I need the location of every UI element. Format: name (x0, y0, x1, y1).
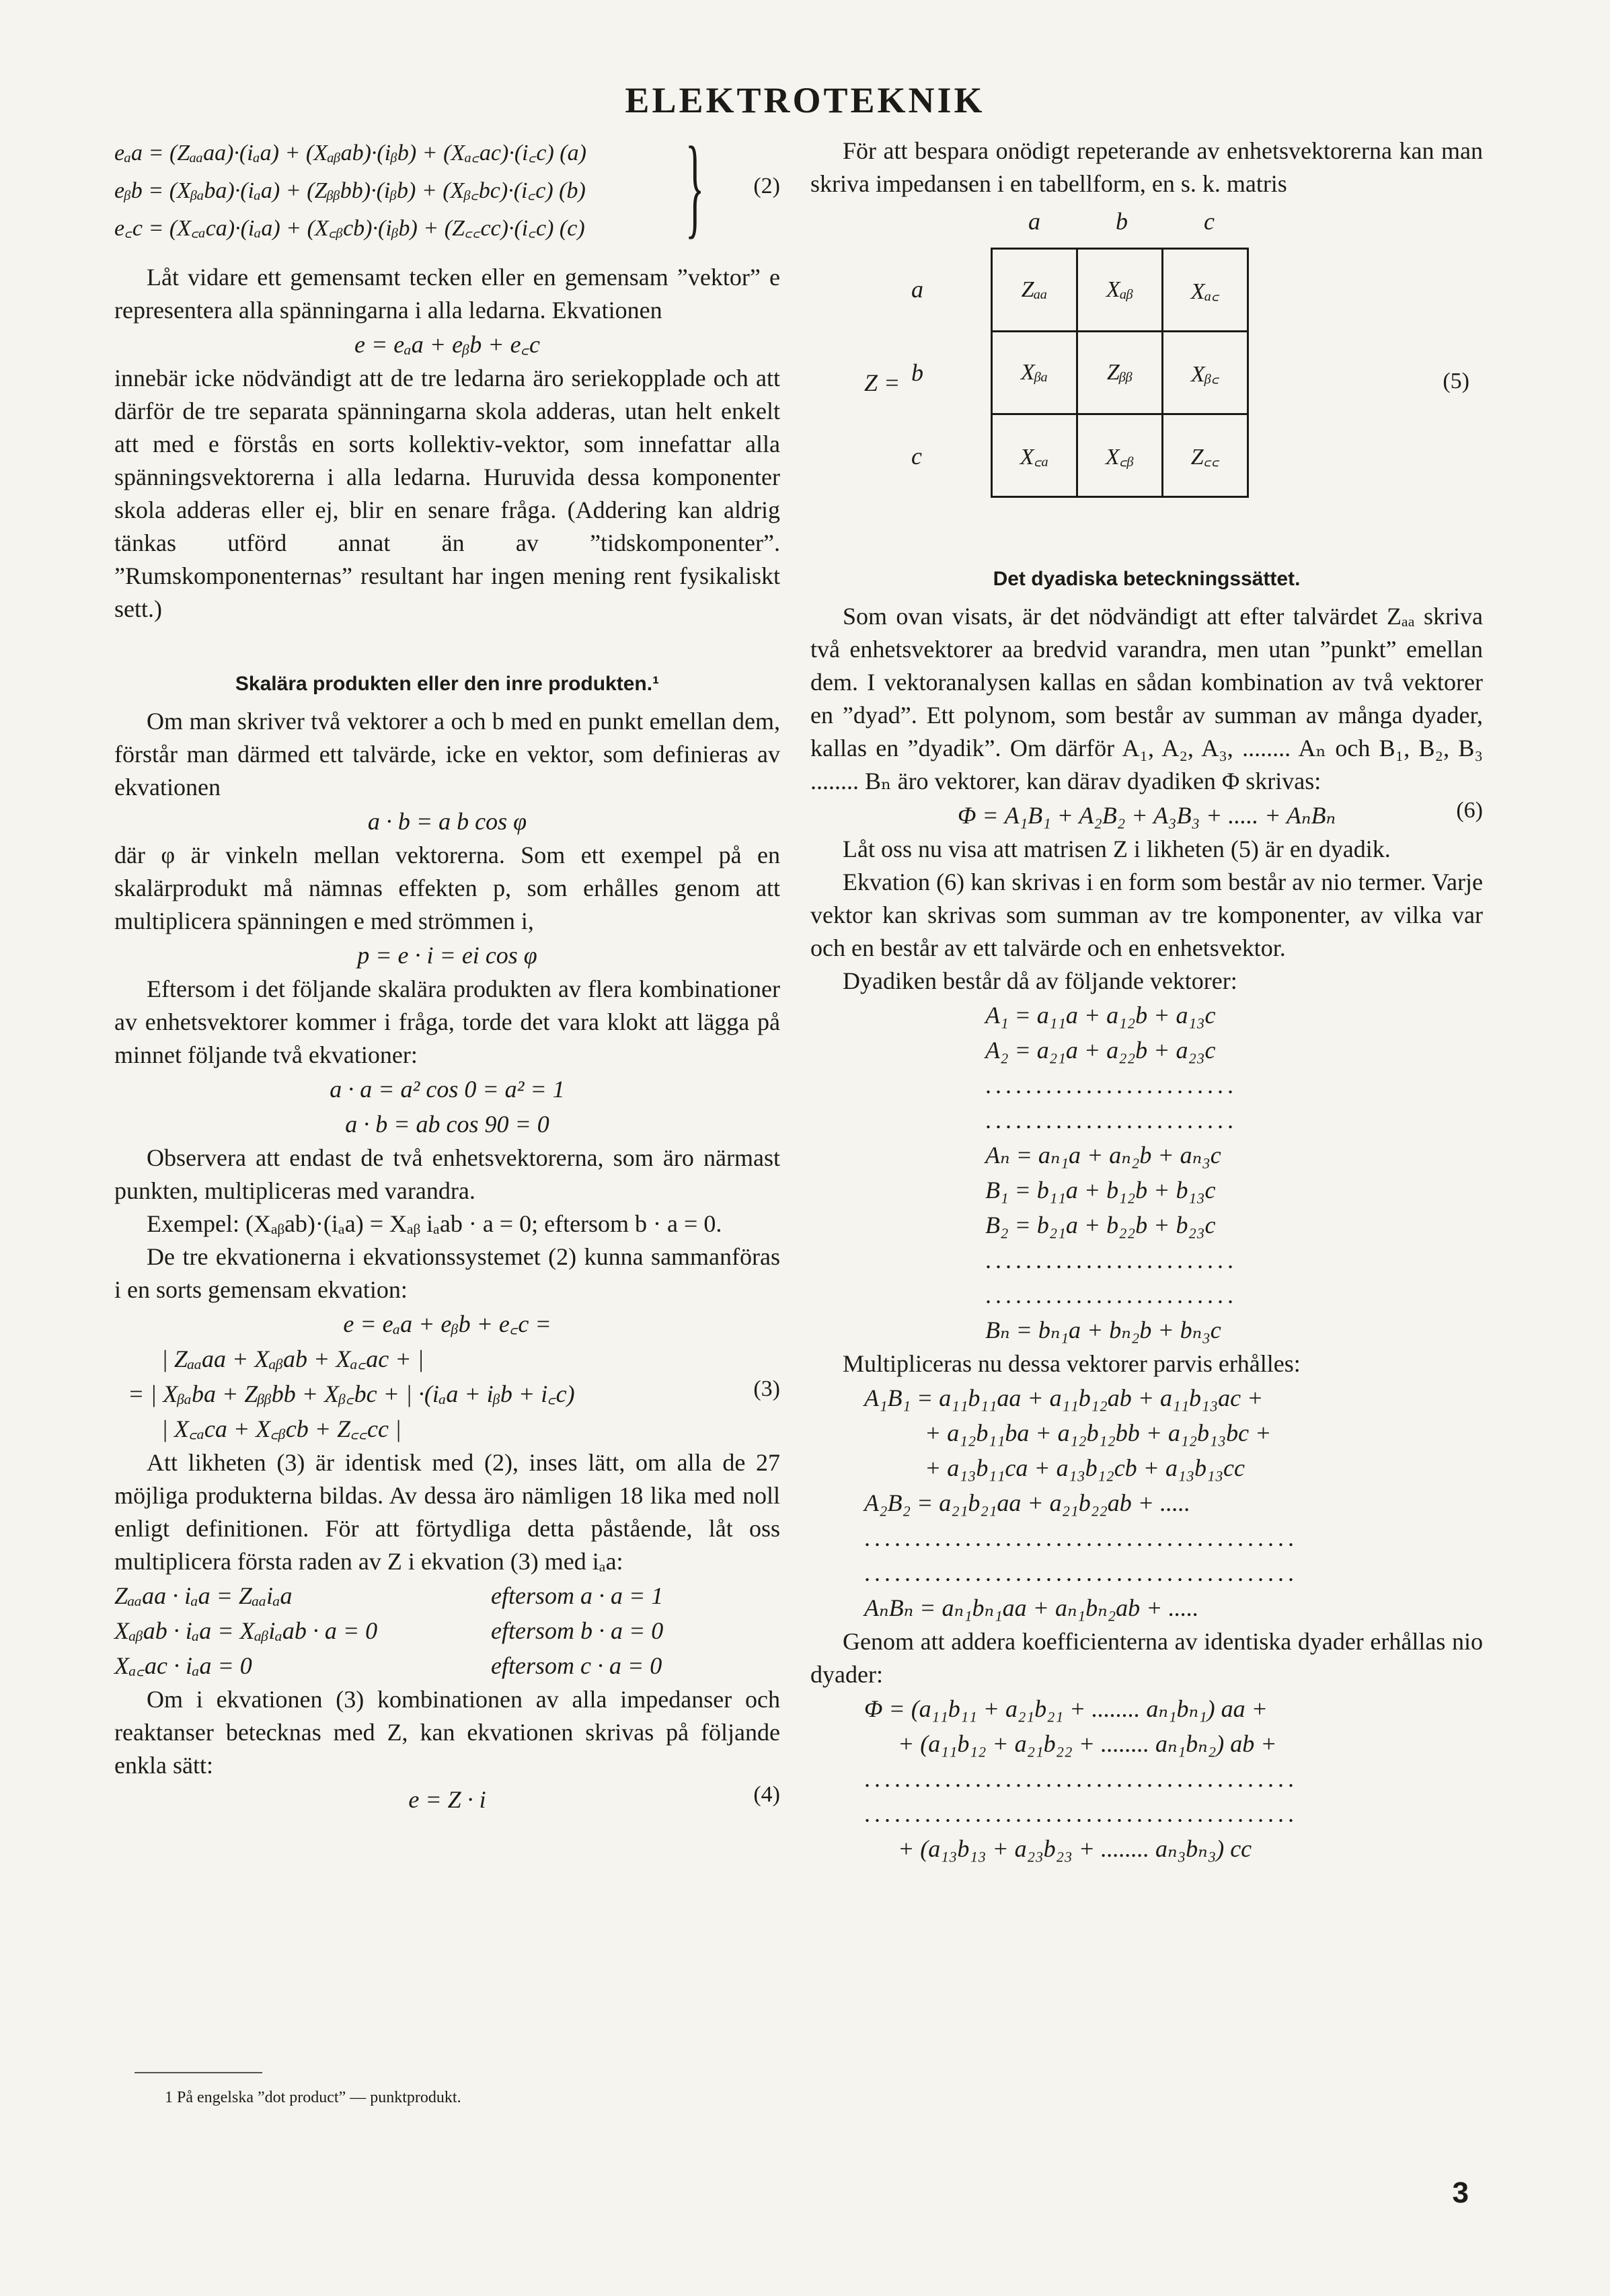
matrix-5 (810, 207, 1483, 544)
matrix-cell: Xᵦ꜀ (1163, 332, 1248, 414)
vector-line: ......................... (985, 1282, 1237, 1308)
vector-line: ......................... (985, 1072, 1237, 1099)
equation-number-5: (5) (1443, 369, 1469, 394)
paragraph: Dyadiken består då av följande vektorer: (843, 967, 1237, 994)
matrix-cell: Z꜀꜀ (1163, 414, 1248, 497)
equation-aa: a · a = a² cos 0 = a² = 1 (330, 1076, 565, 1103)
paragraph: Exempel: (Xₐᵦab)·(iₐa) = Xₐᵦ iₐab · a = 0; eftersom b · a = 0. (147, 1210, 722, 1237)
paragraph: Om i ekvationen (3) kombinationen av alla impedanser och reaktanser betecknas med Z, kan ekvationen skrivas på följande enkla sätt: (114, 1686, 780, 1779)
page-header: ELEKTROTEKNIK (625, 80, 985, 120)
dyad-list (810, 1380, 1483, 1625)
dyad-line: + a₁₂b₁₁ba + a₁₂b₁₂bb + a₁₂b₁₃bc + (925, 1419, 1272, 1446)
paragraph: Låt oss nu visa att matrisen Z i likheten (5) är en dyadik. (843, 836, 1391, 862)
matrix-col-head: b (1116, 208, 1128, 235)
footnote: 1 På engelska ”dot product” — punktprodukt. (165, 2089, 461, 2106)
equation-power: p = e · i = ei cos φ (357, 942, 537, 969)
matrix-cell: X꜀ₐ (992, 414, 1077, 497)
paragraph: Multipliceras nu dessa vektorer parvis erhålles: (843, 1350, 1301, 1377)
equation-3-top: e = eₐa + eᵦb + e꜀c = (343, 1310, 551, 1337)
vector-line: B₁ = b₁₁a + b₁₂b + b₁₃c (985, 1177, 1216, 1203)
dyad-line: + a₁₃b₁₁ca + a₁₃b₁₂cb + a₁₃b₁₃cc (925, 1454, 1245, 1481)
vector-line: Bₙ = bₙ₁a + bₙ₂b + bₙ₃c (985, 1317, 1221, 1343)
vector-line: ......................... (985, 1107, 1237, 1134)
paragraph: För att bespara onödigt repeterande av enhetsvektorerna kan man skriva impedansen i en tabellform, en s. k. matris (810, 137, 1483, 197)
equation-number-6: (6) (1456, 798, 1483, 823)
matrix-cell: Xᵦₐ (992, 332, 1077, 414)
equation-number-2: (2) (753, 174, 780, 198)
vector-line: A₂ = a₂₁a + a₂₂b + a₂₃c (985, 1037, 1216, 1064)
vector-line: A₁ = a₁₁a + a₁₂b + a₁₃c (985, 1002, 1216, 1029)
equation-6-text: Φ = A₁B₁ + A₂B₂ + A₃B₃ + ..... + AₙBₙ (957, 802, 1336, 829)
mult-row-2: Xₐᵦab · iₐa = Xₐᵦiₐab · a = 0 eftersom b · a = 0 (114, 1617, 664, 1644)
equation-ab: a · b = ab cos 90 = 0 (345, 1111, 549, 1138)
paragraph: innebär icke nödvändigt att de tre ledarna äro seriekopplade och att därför de tre separata spänningarna skola adderas, utan helt enkelt att med e förstås en sorts kollektiv-vektor, som innefattar alla spänningsvektorerna i alla ledarna. Huruvida dessa komponenter skola adderas eller ej, blir en senare fråga. (Addering kan aldrig tänkas utförd annat än av ”tidskomponenter”. ”Rumskomponenternas” resultant har ingen mening rent fysikaliskt sett.) (114, 365, 780, 622)
phi-line: ........................................... (864, 1765, 1298, 1792)
matrix-label: Z = (864, 369, 900, 396)
equation-number-3: (3) (753, 1376, 780, 1401)
dyad-line: ........................................... (864, 1559, 1298, 1586)
vector-line: Aₙ = aₙ₁a + aₙ₂b + aₙ₃c (985, 1142, 1221, 1169)
section-heading: Skalära produkten eller den inre produkten.¹ (235, 673, 660, 695)
paragraph: Låt vidare ett gemensamt tecken eller en gemensam ”vektor” e representera alla spänningarna i alla ledarna. Ekvationen (114, 264, 780, 324)
vector-line: ......................... (985, 1247, 1237, 1273)
equation-4-text: e = Z · i (408, 1786, 486, 1813)
matrix-column-heads (991, 207, 1260, 235)
paragraph: där φ är vinkeln mellan vektorerna. Som ett exempel på en skalärprodukt må nämnas effekten p, som erhålles genom att multiplicera spänningen e med strömmen i, (114, 842, 780, 934)
paragraph: Som ovan visats, är det nödvändigt att efter talvärdet Zₐₐ skriva två enhetsvektorer aa bredvid varandra, men utan ”punkt” emellan dem. I vektoranalysen kallas en sådan kombination av två vektorer en ”dyad”. Ett polynom, som består av summan av många dyader, kallas en ”dyadik”. Om därför A₁, A₂, A₃, ........ Aₙ och B₁, B₂, B₃ ........ Bₙ äro vektorer, kan därav dyadiken Φ skrivas: (810, 603, 1483, 794)
mult-row-1: Zₐₐaa · iₐa = Zₐₐiₐa eftersom a · a = 1 (114, 1582, 664, 1609)
equation-3 (114, 1306, 780, 1446)
phi-line: ........................................... (864, 1800, 1298, 1827)
paragraph: Om man skriver två vektorer a och b med en punkt emellan dem, förstår man därmed ett talvärde, icke en vektor, som definieras av ekvationen (114, 708, 780, 801)
dyad-line: A₂B₂ = a₂₁b₂₁aa + a₂₁b₂₂ab + ..... (864, 1489, 1191, 1516)
dyad-line: ........................................... (864, 1524, 1298, 1551)
paragraph: Eftersom i det följande skalära produkten av flera kombinationer av enhetsvektorer kommer i fråga, torde det vara klokt att lägga på minnet följande två ekvationer: (114, 975, 780, 1068)
equation-e: e = eₐa + eᵦb + e꜀c (354, 331, 540, 358)
paragraph: Ekvation (6) kan skrivas i en form som består av nio termer. Varje vektor kan skrivas som summan av tre komponenter, av vilka var och en består av ett talvärde och en enhetsvektor. (810, 868, 1483, 961)
equation-2c: e꜀c = (X꜀ₐca)·(iₐa) + (X꜀ᵦcb)·(iᵦb) + (Z꜀꜀cc)·(i꜀c) (c) (114, 216, 585, 241)
phi-line: + (a₁₁b₁₂ + a₂₁b₂₂ + ........ aₙ₁bₙ₂) ab + (898, 1730, 1277, 1757)
page-number: 3 (1452, 2176, 1469, 2209)
curly-brace: } (685, 124, 705, 249)
vector-list (810, 998, 1483, 1347)
matrix-row-label: b (911, 359, 923, 386)
equation-system-2 (114, 124, 780, 249)
matrix-row-label: a (911, 276, 923, 303)
paragraph: Observera att endast de två enhetsvektorerna, som äro närmast punkten, multipliceras med varandra. (114, 1144, 780, 1204)
phi-line: Φ = (a₁₁b₁₁ + a₂₁b₂₁ + ........ aₙ₁bₙ₁) aa + (864, 1695, 1268, 1722)
matrix-cell: Zᵦᵦ (1077, 332, 1163, 414)
matrix-cell: Xₐ꜀ (1163, 249, 1248, 332)
matrix-cell: Xₐᵦ (1077, 249, 1163, 332)
paragraph: Genom att addera koefficienterna av identiska dyader erhållas nio dyader: (810, 1628, 1483, 1688)
equation-6 (810, 798, 1483, 833)
matrix-cell: X꜀ᵦ (1077, 414, 1163, 497)
paragraph: De tre ekvationerna i ekvationssystemet (2) kunna sammanföras i en sorts gemensam ekvation: (114, 1243, 780, 1303)
equation-dot-product: a · b = a b cos φ (367, 808, 527, 835)
equation-3-row3: | X꜀ₐca + X꜀ᵦcb + Z꜀꜀cc | (161, 1415, 401, 1442)
matrix-table (991, 248, 1249, 498)
right-column (810, 135, 1483, 1866)
matrix-row-label: c (911, 443, 922, 470)
phi-line: + (a₁₃b₁₃ + a₂₃b₂₃ + ........ aₙ₃bₙ₃) cc (898, 1835, 1252, 1862)
paragraph: Att likheten (3) är identisk med (2), inses lätt, om alla de 27 möjliga produkterna bildas. Av dessa äro nämligen 18 lika med noll enligt definitionen. För att förtydliga detta påstående, låt oss multiplicera första raden av Z i ekvation (3) med iₐa: (114, 1449, 780, 1575)
equation-2a: eₐa = (Zₐₐaa)·(iₐa) + (Xₐᵦab)·(iᵦb) + (Xₐ꜀ac)·(i꜀c) (a) (114, 141, 586, 165)
equation-number-4: (4) (753, 1782, 780, 1807)
left-column (114, 124, 780, 1817)
equation-2b: eᵦb = (Xᵦₐba)·(iₐa) + (Zᵦᵦbb)·(iᵦb) + (Xᵦ꜀bc)·(i꜀c) (b) (114, 178, 586, 203)
equation-3-row1: | Zₐₐaa + Xₐᵦab + Xₐ꜀ac + | (161, 1345, 424, 1372)
equation-4 (114, 1782, 780, 1817)
matrix-row-labels (911, 248, 923, 498)
equation-3-row2: = | Xᵦₐba + Zᵦᵦbb + Xᵦ꜀bc + | ·(iₐa + iᵦb + i꜀c) (128, 1380, 575, 1407)
mult-row-3: Xₐ꜀ac · iₐa = 0 eftersom c · a = 0 (114, 1652, 662, 1679)
phi-list (810, 1691, 1483, 1866)
footnote-rule (135, 2072, 262, 2073)
section-heading: Det dyadiska beteckningssättet. (993, 568, 1301, 590)
vector-line: B₂ = b₂₁a + b₂₂b + b₂₃c (985, 1212, 1216, 1238)
dyad-line: AₙBₙ = aₙ₁bₙ₁aa + aₙ₁bₙ₂ab + ..... (864, 1594, 1199, 1621)
matrix-cell: Zₐₐ (992, 249, 1077, 332)
matrix-col-head: a (1028, 208, 1040, 235)
dyad-line: A₁B₁ = a₁₁b₁₁aa + a₁₁b₁₂ab + a₁₁b₁₃ac + (864, 1384, 1264, 1411)
matrix-col-head: c (1204, 208, 1215, 235)
